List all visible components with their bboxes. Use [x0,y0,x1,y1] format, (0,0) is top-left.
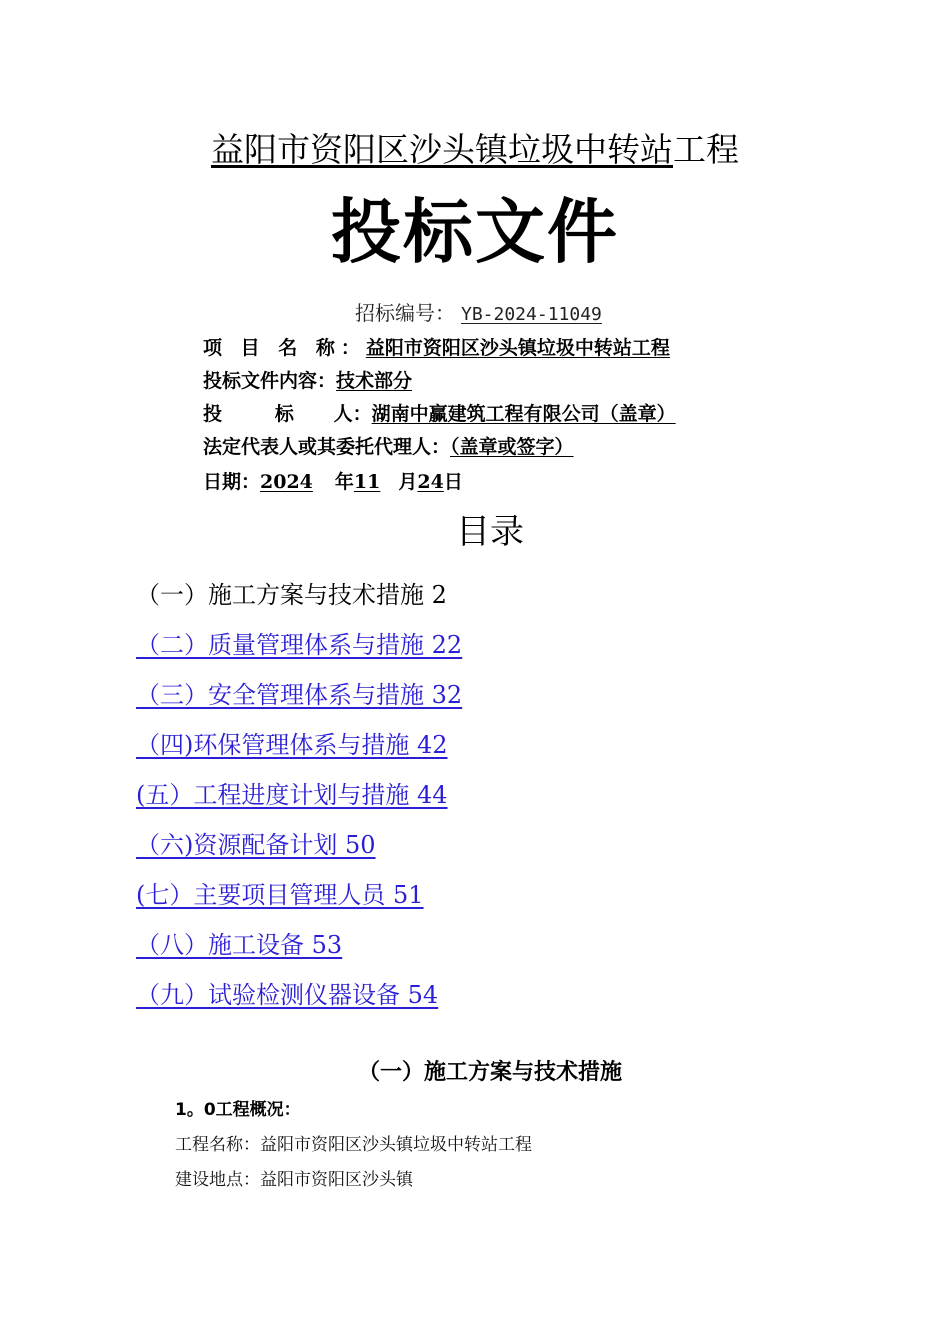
representative-value: （盖章或签字） [450,436,574,458]
bidder-row [203,401,676,427]
section-heading: （一）施工方案与技术措施 [357,1060,622,1085]
toc-item-8[interactable]: （八）施工设备 53 [136,931,343,959]
toc-item-4[interactable]: （四)环保管理体系与措施 42 [136,731,448,759]
date-month: 11 [353,471,381,493]
toc-item-6[interactable]: （六)资源配备计划 50 [136,831,376,859]
toc-item-2[interactable]: （二）质量管理体系与措施 22 [136,631,463,659]
content-value: 技术部分 [336,370,413,392]
date-day-unit: 日 [443,471,463,493]
date-label: 日期： [203,471,261,493]
representative-row [203,434,574,460]
toc-item-7[interactable]: (七）主要项目管理人员 51 [136,881,424,909]
project-title-underlined: 益阳市资阳区沙头镇垃圾中转站 [211,130,673,169]
toc-item-9[interactable]: （九）试验检测仪器设备 54 [136,981,439,1009]
toc-item-1[interactable]: （一）施工方案与技术措施 2 [136,581,447,609]
content-row [203,368,412,394]
project-name-line: 工程名称：益阳市资阳区沙头镇垃圾中转站工程 [175,1135,532,1155]
date-month-unit: 月 [398,471,418,493]
project-name-label: 项 目 名 称： [203,337,366,359]
toc-item-3[interactable]: （三）安全管理体系与措施 32 [136,681,463,709]
bidder-label: 投 标 人： [203,403,372,425]
project-name-row [203,335,670,361]
date-row [203,469,463,495]
tender-number [355,300,602,328]
toc-item-5[interactable]: (五）工程进度计划与措施 44 [136,781,448,809]
section-subheading: 1。0工程概况： [175,1100,301,1120]
bidder-value: 湖南中赢建筑工程有限公司（盖章） [371,403,676,425]
representative-label: 法定代表人或其委托代理人： [203,436,451,458]
date-year-unit: 年 [334,471,354,493]
date-day: 24 [417,471,444,493]
toc-title: 目录 [456,512,524,552]
project-title [0,128,950,172]
content-label: 投标文件内容： [203,370,337,392]
project-name-value: 益阳市资阳区沙头镇垃圾中转站工程 [365,337,670,359]
project-title-suffix: 工程 [673,130,739,169]
tender-number-value: YB-2024-11049 [461,304,602,325]
tender-number-label: 招标编号： [355,301,455,325]
date-year: 2024 [260,471,313,493]
table-of-contents [136,578,462,1028]
document-title: 投标文件 [331,191,619,273]
location-line: 建设地点：益阳市资阳区沙头镇 [175,1170,413,1190]
